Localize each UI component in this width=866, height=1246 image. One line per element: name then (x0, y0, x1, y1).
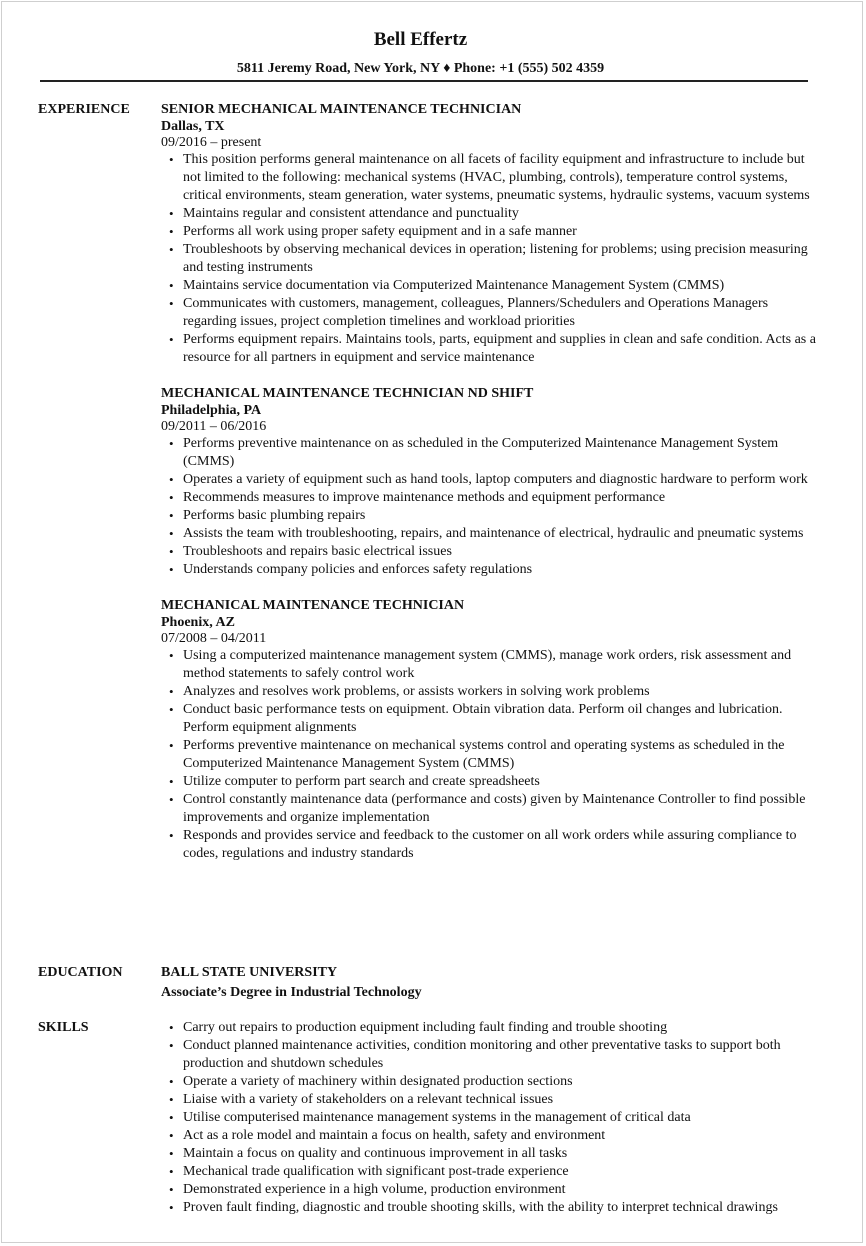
skill-item: • Demonstrated experience in a high volume, production environment (183, 1181, 821, 1199)
skill-item: • Operate a variety of machinery within designated production sections (183, 1073, 821, 1091)
contact-line: 5811 Jeremy Road, New York, NY ♦ Phone: +1 (555) 502 4359 (236, 61, 605, 76)
job-dates: 09/2016 – present (161, 135, 262, 150)
bullet-item: • Maintains regular and consistent attendance and punctuality (183, 205, 821, 223)
job-entry (161, 101, 821, 367)
bullet-item: • Troubleshoots and repairs basic electrical issues (183, 543, 821, 561)
job-title: SENIOR MECHANICAL MAINTENANCE TECHNICIAN (161, 102, 522, 117)
bullet-item: • Performs equipment repairs. Maintains tools, parts, equipment and supplies in clean and safe condition. Acts as a resource for all partners in equipment and service maintenance (183, 331, 821, 367)
bullet-item: • Troubleshoots by observing mechanical devices in operation; listening for problems; using precision measuring and testing instruments (183, 241, 821, 277)
job-location: Dallas, TX (161, 119, 225, 134)
skill-item: • Carry out repairs to production equipment including fault finding and trouble shooting (183, 1019, 821, 1037)
bullet-item: • Understands company policies and enforces safety regulations (183, 561, 821, 579)
bullet-item: • Conduct basic performance tests on equipment. Obtain vibration data. Perform oil changes and lubrication. Perform equipment alignments (183, 701, 821, 737)
job-location: Phoenix, AZ (161, 615, 235, 630)
job-entry (161, 385, 821, 579)
skill-item: • Maintain a focus on quality and continuous improvement in all tasks (183, 1145, 821, 1163)
bullet-item: • Operates a variety of equipment such as hand tools, laptop computers and diagnostic hardware to perform work (183, 471, 821, 489)
bullet-item: • Responds and provides service and feedback to the customer on all work orders while assuring compliance to codes, regulations and industry standards (183, 827, 821, 863)
bullet-item: • Control constantly maintenance data (performance and costs) given by Maintenance Controller to find possible improvements and organize implementation (183, 791, 821, 827)
candidate-name: Bell Effertz (373, 29, 468, 50)
header-divider (40, 80, 808, 82)
education-heading: EDUCATION (38, 965, 123, 980)
bullet-item: • This position performs general maintenance on all facets of facility equipment and infrastructure to include but not limited to the following: mechanical systems (HVAC, plumbing, controls), temperature control systems, critical environments, steam generation, water systems, pneumatic systems, hydraulic systems, vacuum systems (183, 151, 821, 205)
skill-item: • Utilise computerised maintenance management systems in the management of critical data (183, 1109, 821, 1127)
skills-details (161, 1019, 821, 1217)
job-dates: 07/2008 – 04/2011 (161, 631, 267, 646)
job-title: MECHANICAL MAINTENANCE TECHNICIAN ND SHIFT (161, 386, 534, 401)
job-bullets (161, 435, 821, 579)
bullet-item: • Analyzes and resolves work problems, or assists workers in solving work problems (183, 683, 821, 701)
job-location: Philadelphia, PA (161, 403, 262, 418)
bullet-item: • Performs preventive maintenance on mechanical systems control and operating systems as scheduled in the Computerized Maintenance Management System (CMMS) (183, 737, 821, 773)
job-bullets (161, 151, 821, 367)
skills-list (161, 1019, 821, 1217)
skill-item: • Mechanical trade qualification with significant post-trade experience (183, 1163, 821, 1181)
bullet-item: • Assists the team with troubleshooting, repairs, and maintenance of electrical, hydraulic and pneumatic systems (183, 525, 821, 543)
bullet-item: • Using a computerized maintenance management system (CMMS), manage work orders, risk assessment and method statements to safely control work (183, 647, 821, 683)
bullet-item: • Performs preventive maintenance on as scheduled in the Computerized Maintenance Management System (CMMS) (183, 435, 821, 471)
job-dates: 09/2011 – 06/2016 (161, 419, 267, 434)
bullet-item: • Communicates with customers, management, colleagues, Planners/Schedulers and Operations Managers regarding issues, project completion timelines and workload priorities (183, 295, 821, 331)
job-title: MECHANICAL MAINTENANCE TECHNICIAN (161, 598, 465, 613)
job-entry (161, 597, 821, 863)
education-details (161, 964, 821, 1004)
bullet-item: • Maintains service documentation via Computerized Maintenance Management System (CMMS) (183, 277, 821, 295)
skill-item: • Conduct planned maintenance activities, condition monitoring and other preventative tasks to support both production and shutdown schedules (183, 1037, 821, 1073)
bullet-item: • Utilize computer to perform part search and create spreadsheets (183, 773, 821, 791)
job-bullets (161, 647, 821, 863)
experience-heading: EXPERIENCE (38, 102, 130, 117)
skill-item: • Act as a role model and maintain a focus on health, safety and environment (183, 1127, 821, 1145)
degree-name: Associate’s Degree in Industrial Technology (161, 985, 422, 1000)
bullet-item: • Recommends measures to improve maintenance methods and equipment performance (183, 489, 821, 507)
resume-header (0, 28, 866, 78)
bullet-item: • Performs basic plumbing repairs (183, 507, 821, 525)
experience-list (161, 101, 821, 863)
skills-heading: SKILLS (38, 1020, 89, 1035)
skill-item: • Proven fault finding, diagnostic and trouble shooting skills, with the ability to interpret technical drawings (183, 1199, 821, 1217)
school-name: BALL STATE UNIVERSITY (161, 965, 338, 980)
skill-item: • Liaise with a variety of stakeholders on a relevant technical issues (183, 1091, 821, 1109)
bullet-item: • Performs all work using proper safety equipment and in a safe manner (183, 223, 821, 241)
